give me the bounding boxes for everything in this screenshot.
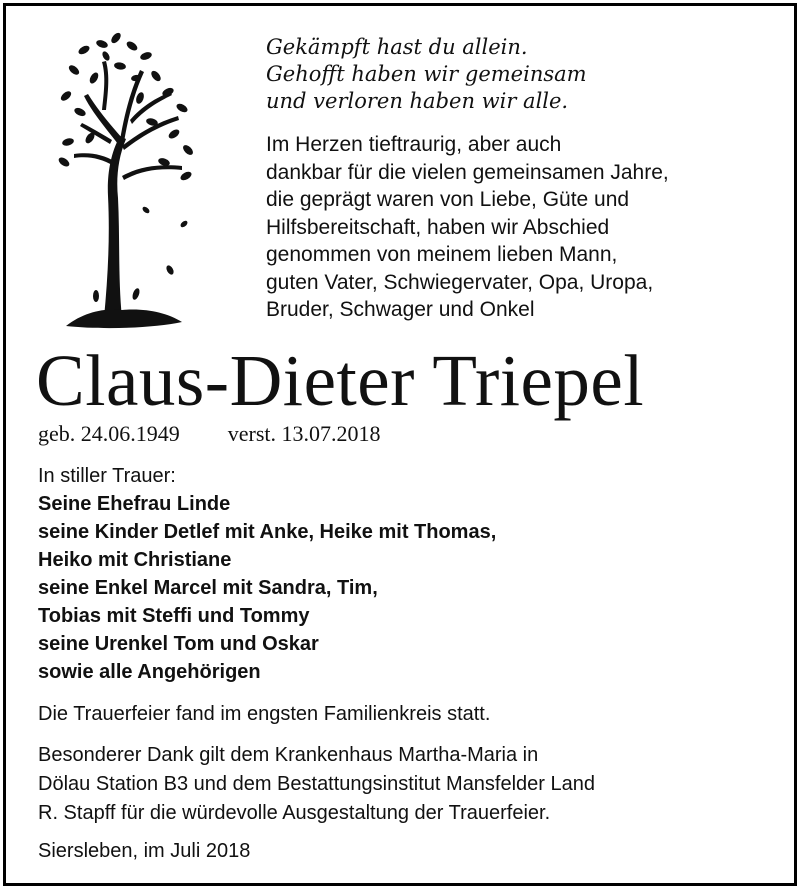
mourner-line: Heiko mit Christiane	[38, 549, 232, 571]
thanks-note	[38, 741, 778, 828]
intro-line: genommen von meinem lieben Mann,	[266, 243, 618, 266]
ceremony-line: Die Trauerfeier fand im engsten Familienkreis statt.	[38, 703, 491, 725]
deceased-name: Claus-Dieter Triepel	[36, 340, 645, 421]
mourner-line: seine Enkel Marcel mit Sandra, Tim,	[38, 577, 378, 599]
intro-line: Bruder, Schwager und Onkel	[266, 298, 535, 321]
mourners-lead: In stiller Trauer:	[38, 465, 176, 487]
obituary-card	[3, 3, 797, 886]
mourner-line: sowie alle Angehörigen	[38, 661, 261, 683]
tree-icon	[44, 26, 204, 336]
intro-line: die geprägt waren von Liebe, Güte und	[266, 188, 630, 211]
poem-line: und verloren haben wir alle.	[266, 89, 569, 113]
birth-date: geb. 24.06.1949	[38, 421, 180, 446]
thanks-line: Dölau Station B3 und dem Bestattungsinstitut Mansfelder Land	[38, 773, 596, 795]
poem-line: Gehofft haben wir gemeinsam	[266, 62, 587, 86]
mourner-line: Tobias mit Steffi und Tommy	[38, 605, 310, 627]
mourner-line: seine Urenkel Tom und Oskar	[38, 633, 319, 655]
place-date: Siersleben, im Juli 2018	[38, 840, 251, 862]
intro-line: dankbar für die vielen gemeinsamen Jahre,	[266, 160, 669, 184]
intro-line: Im Herzen tieftraurig, aber auch	[266, 133, 562, 156]
death-date: verst. 13.07.2018	[227, 421, 381, 446]
mourner-line: seine Kinder Detlef mit Anke, Heike mit Thomas,	[38, 521, 497, 543]
thanks-line: Besonderer Dank gilt dem Krankenhaus Martha-Maria in	[38, 744, 539, 766]
intro-line: Hilfsbereitschaft, haben wir Abschied	[266, 215, 610, 239]
intro-line: guten Vater, Schwiegervater, Opa, Uropa,	[266, 270, 654, 294]
life-dates	[38, 419, 381, 449]
intro-text	[266, 131, 786, 324]
poem	[266, 34, 786, 115]
poem-line: Gekämpft hast du allein.	[266, 35, 528, 59]
thanks-line: R. Stapff für die würdevolle Ausgestaltung der Trauerfeier.	[38, 802, 551, 824]
mourners-list	[38, 462, 778, 686]
ceremony-note	[38, 700, 778, 729]
mourner-line: Seine Ehefrau Linde	[38, 493, 231, 515]
